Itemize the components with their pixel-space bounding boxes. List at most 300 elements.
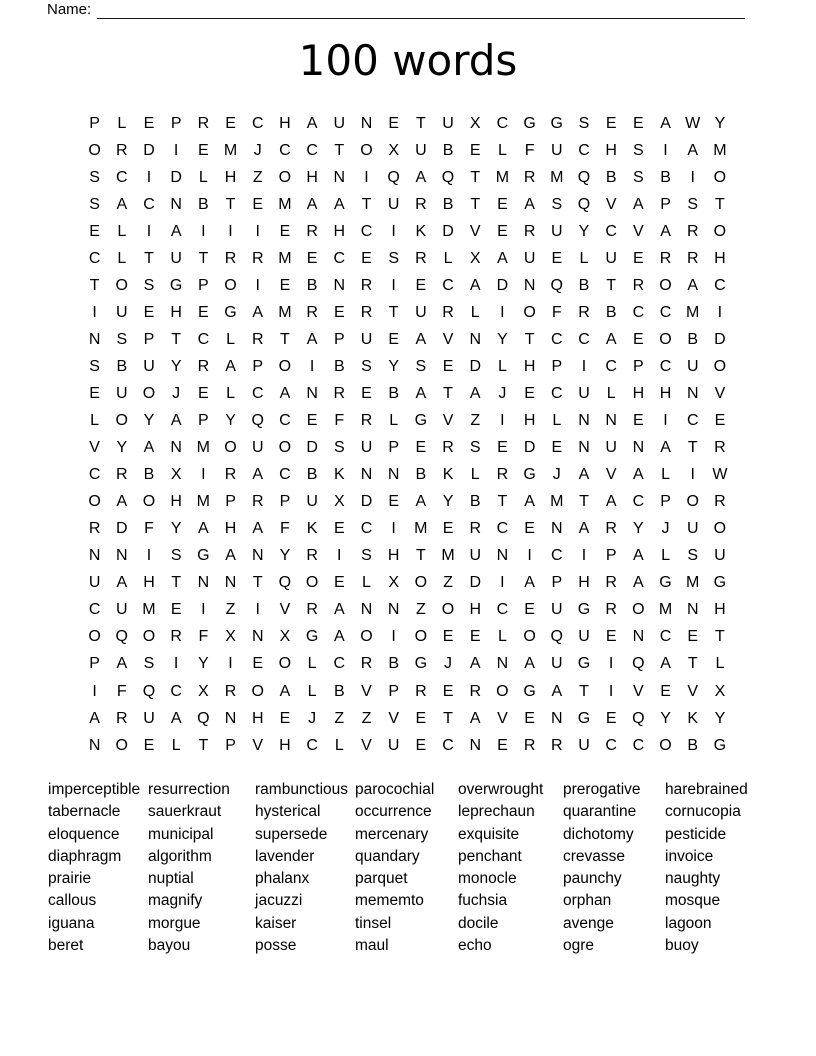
grid-letter: A — [279, 682, 291, 700]
grid-letter: T — [252, 574, 263, 592]
grid-letter: R — [251, 249, 264, 267]
grid-letter: C — [632, 736, 645, 754]
grid-letter: A — [225, 357, 236, 375]
grid-letter: A — [633, 574, 644, 592]
grid-letter: P — [198, 412, 209, 430]
grid-letter: U — [469, 547, 481, 565]
grid-letter: L — [117, 222, 127, 240]
grid-letter: A — [605, 330, 617, 348]
grid-letter: A — [252, 466, 264, 484]
grid-letter: Q — [197, 709, 210, 727]
grid-letter: L — [497, 141, 507, 159]
grid-letter: U — [116, 601, 128, 619]
grid-letter: T — [579, 682, 589, 700]
word-list-item: morgue — [148, 914, 201, 932]
grid-letter: F — [116, 682, 127, 700]
grid-letter: A — [116, 493, 128, 511]
word-list-item: avenge — [563, 914, 614, 932]
word-list-item: harebrained — [665, 781, 748, 798]
grid-letter: V — [633, 682, 644, 700]
grid-letter: N — [686, 601, 699, 619]
grid-letter: H — [306, 168, 318, 186]
grid-letter: H — [578, 574, 590, 592]
grid-letter: V — [442, 412, 454, 430]
grid-letter: R — [659, 249, 672, 267]
grid-letter: G — [169, 276, 183, 294]
grid-letter: F — [334, 412, 345, 430]
grid-letter: Y — [714, 114, 726, 132]
word-list-item: iguana — [48, 914, 95, 932]
grid-letter: O — [713, 520, 727, 538]
grid-letter: O — [88, 493, 101, 511]
grid-letter: Z — [470, 412, 481, 430]
grid-letter: P — [605, 547, 617, 565]
grid-letter: O — [659, 276, 672, 294]
grid-letter: V — [361, 736, 372, 754]
grid-letter: B — [306, 276, 318, 294]
grid-letter: I — [92, 303, 97, 321]
grid-letter: L — [226, 330, 235, 348]
grid-letter: A — [605, 493, 617, 511]
word-list-item: prerogative — [563, 781, 641, 798]
grid-letter: E — [524, 520, 535, 538]
grid-letter: I — [500, 303, 505, 321]
grid-letter: C — [197, 330, 210, 348]
grid-letter: C — [251, 114, 264, 132]
grid-letter: H — [279, 736, 291, 754]
grid-letter: M — [658, 601, 673, 619]
grid-letter: E — [333, 303, 345, 321]
grid-letter: A — [524, 493, 535, 511]
word-list-item: nuptial — [148, 870, 194, 888]
grid-letter: T — [198, 736, 209, 754]
grid-letter: T — [579, 493, 589, 511]
grid-letter: Y — [198, 655, 209, 673]
grid-letter: U — [605, 249, 617, 267]
grid-letter: N — [496, 655, 509, 673]
grid-letter: E — [415, 736, 427, 754]
grid-letter: R — [224, 249, 237, 267]
grid-letter: E — [143, 736, 155, 754]
grid-letter: E — [524, 601, 535, 619]
word-list — [48, 779, 785, 957]
word-list-item: pesticide — [665, 825, 727, 843]
grid-letter: R — [306, 222, 318, 240]
word-list-item: prairie — [48, 870, 92, 888]
word-list-item: mememto — [355, 892, 424, 910]
grid-letter: B — [333, 682, 345, 700]
grid-letter: Y — [116, 439, 128, 457]
grid-letter: A — [687, 141, 699, 159]
grid-letter: E — [388, 493, 399, 511]
word-list-item: imperceptible — [48, 781, 141, 798]
grid-letter: C — [632, 493, 645, 511]
grid-letter: O — [713, 222, 727, 240]
grid-letter: E — [660, 682, 671, 700]
grid-letter: U — [333, 114, 346, 132]
grid-letter: L — [661, 466, 670, 484]
grid-letter: H — [714, 249, 726, 267]
grid-letter: O — [632, 601, 645, 619]
grid-letter: B — [469, 493, 481, 511]
grid-letter: Y — [714, 709, 726, 727]
grid-letter: C — [551, 384, 563, 402]
grid-letter: Z — [443, 574, 453, 592]
grid-letter: H — [659, 384, 672, 402]
grid-letter: E — [252, 655, 264, 673]
word-list-item: echo — [458, 937, 492, 955]
grid-letter: T — [415, 547, 426, 565]
grid-letter: K — [442, 466, 454, 484]
grid-letter: A — [333, 195, 345, 213]
grid-letter: N — [551, 709, 563, 727]
grid-letter: E — [415, 709, 427, 727]
word-list-item: phalanx — [255, 870, 310, 888]
grid-letter: I — [228, 222, 233, 240]
grid-letter: A — [170, 412, 182, 430]
grid-letter: N — [578, 412, 590, 430]
grid-letter: R — [442, 303, 454, 321]
word-list-item: lagoon — [665, 914, 712, 932]
grid-letter: O — [278, 655, 292, 673]
grid-letter: C — [88, 601, 101, 619]
grid-letter: H — [632, 384, 645, 402]
grid-letter: H — [387, 547, 400, 565]
grid-letter: S — [469, 439, 481, 457]
grid-letter: Q — [550, 628, 563, 646]
grid-letter: C — [116, 168, 128, 186]
word-list-item: mosque — [665, 892, 721, 910]
grid-letter: A — [306, 330, 318, 348]
grid-letter: A — [660, 114, 671, 132]
grid-letter: Z — [225, 601, 236, 619]
grid-letter: W — [712, 466, 728, 484]
grid-letter: E — [388, 330, 399, 348]
grid-letter: R — [224, 682, 237, 700]
word-list-column — [148, 779, 255, 957]
grid-letter: N — [686, 384, 699, 402]
grid-letter: N — [360, 114, 373, 132]
word-list-item: municipal — [148, 825, 214, 843]
grid-letter: D — [170, 168, 182, 186]
grid-letter: N — [88, 330, 101, 348]
grid-letter: L — [552, 412, 562, 430]
grid-letter: G — [523, 466, 536, 484]
grid-letter: C — [333, 249, 346, 267]
grid-letter: E — [605, 114, 617, 132]
grid-letter: L — [497, 357, 507, 375]
grid-letter: E — [89, 384, 100, 402]
grid-letter: C — [578, 141, 590, 159]
grid-letter: G — [713, 574, 727, 592]
grid-letter: G — [659, 574, 672, 592]
grid-letter: R — [251, 493, 264, 511]
grid-letter: S — [578, 114, 590, 132]
grid-letter: G — [414, 412, 428, 430]
grid-letter: G — [577, 709, 591, 727]
grid-letter: H — [605, 141, 617, 159]
grid-letter: R — [306, 601, 318, 619]
grid-letter: A — [633, 466, 644, 484]
word-list-item: orphan — [563, 892, 612, 910]
grid-letter: N — [360, 466, 373, 484]
grid-letter: Q — [577, 195, 591, 213]
grid-letter: Q — [387, 168, 400, 186]
grid-letter: E — [225, 114, 236, 132]
grid-letter: D — [306, 439, 318, 457]
word-list-item: tabernacle — [48, 803, 121, 821]
word-list-item: leprechaun — [458, 803, 535, 821]
grid-letter: M — [686, 574, 700, 592]
grid-letter: I — [201, 601, 206, 619]
grid-letter: C — [333, 655, 346, 673]
grid-letter: E — [252, 195, 264, 213]
grid-letter: X — [198, 682, 209, 700]
word-list-item: mercenary — [355, 825, 429, 843]
grid-letter: C — [279, 466, 291, 484]
grid-letter: I — [717, 303, 723, 321]
grid-letter: U — [605, 439, 617, 457]
grid-letter: C — [306, 736, 318, 754]
grid-letter: D — [469, 574, 481, 592]
word-list-item: jacuzzi — [255, 892, 303, 910]
grid-letter: A — [469, 276, 481, 294]
grid-letter: U — [578, 736, 590, 754]
word-list-item: ogre — [563, 937, 595, 955]
grid-letter: M — [441, 547, 455, 565]
grid-letter: B — [687, 330, 699, 348]
grid-letter: H — [523, 357, 536, 375]
grid-letter: X — [388, 141, 399, 159]
grid-letter: A — [89, 709, 100, 727]
grid-letter: S — [116, 330, 128, 348]
grid-letter: A — [524, 574, 535, 592]
grid-letter: T — [687, 655, 698, 673]
grid-letter: A — [170, 709, 182, 727]
grid-letter: P — [333, 330, 345, 348]
grid-letter: G — [713, 736, 727, 754]
grid-letter: U — [578, 628, 590, 646]
grid-letter: U — [360, 439, 373, 457]
word-list-item: penchant — [458, 847, 522, 865]
grid-letter: U — [170, 249, 182, 267]
grid-letter: D — [143, 141, 155, 159]
word-list-column — [665, 779, 785, 957]
grid-letter: T — [606, 276, 617, 294]
grid-letter: C — [170, 682, 182, 700]
word-list-item: algorithm — [148, 847, 212, 865]
grid-letter: P — [279, 493, 291, 511]
word-list-column — [355, 779, 458, 957]
grid-letter: H — [224, 168, 237, 186]
grid-letter: R — [333, 384, 346, 402]
grid-letter: A — [578, 520, 590, 538]
grid-letter: O — [713, 357, 727, 375]
grid-letter: N — [333, 276, 346, 294]
grid-letter: I — [255, 276, 260, 294]
grid-letter: O — [115, 412, 128, 430]
grid-letter: C — [714, 276, 726, 294]
grid-letter: S — [89, 195, 100, 213]
grid-letter: R — [551, 736, 563, 754]
word-list-item: invoice — [665, 847, 714, 865]
grid-letter: A — [660, 655, 671, 673]
grid-letter: I — [173, 141, 179, 159]
grid-letter: P — [225, 736, 236, 754]
grid-letter: Z — [252, 168, 263, 186]
grid-letter: D — [469, 357, 481, 375]
grid-letter: N — [306, 384, 318, 402]
grid-letter: T — [524, 330, 535, 348]
grid-letter: N — [605, 412, 617, 430]
grid-letter: V — [89, 439, 100, 457]
grid-letter: R — [469, 520, 481, 538]
grid-letter: I — [608, 682, 614, 700]
grid-letter: Y — [442, 493, 454, 511]
grid-letter: M — [142, 601, 156, 619]
grid-letter: R — [605, 601, 617, 619]
grid-letter: E — [442, 628, 454, 646]
word-list-item: magnify — [148, 892, 203, 910]
grid-letter: C — [632, 303, 645, 321]
grid-letter: A — [660, 222, 671, 240]
grid-letter: Q — [632, 709, 645, 727]
grid-letter: T — [715, 195, 725, 213]
grid-letter: P — [660, 493, 671, 511]
grid-letter: I — [690, 466, 695, 484]
grid-letter: M — [713, 141, 727, 159]
grid-letter: L — [117, 114, 127, 132]
grid-letter: C — [551, 547, 563, 565]
grid-letter: R — [360, 655, 373, 673]
grid-letter: R — [415, 249, 427, 267]
grid-letter: I — [527, 547, 532, 565]
grid-letter: Y — [170, 520, 182, 538]
grid-letter: E — [524, 384, 535, 402]
grid-letter: O — [713, 168, 727, 186]
grid-letter: I — [391, 520, 396, 538]
grid-letter: P — [170, 114, 182, 132]
grid-letter: C — [88, 249, 101, 267]
word-list-item: sauerkraut — [148, 803, 222, 821]
page-title: 100 words — [298, 36, 518, 85]
grid-letter: L — [389, 412, 399, 430]
grid-letter: C — [578, 330, 590, 348]
grid-letter: O — [115, 736, 128, 754]
grid-letter: T — [144, 249, 154, 267]
grid-letter: O — [523, 628, 536, 646]
grid-letter: O — [659, 330, 672, 348]
grid-letter: J — [661, 520, 670, 538]
grid-letter: G — [523, 114, 536, 132]
grid-letter: U — [551, 655, 563, 673]
word-list-item: supersede — [255, 825, 328, 843]
name-label: Name: — [47, 1, 92, 18]
grid-letter: O — [414, 574, 428, 592]
name-fill-line — [97, 2, 745, 19]
word-list-item: maul — [355, 937, 389, 955]
grid-letter: Q — [550, 276, 563, 294]
grid-letter: L — [117, 249, 127, 267]
grid-letter: P — [143, 330, 155, 348]
grid-letter: O — [360, 141, 373, 159]
word-list-item: posse — [255, 937, 297, 955]
word-list-item: rambunctious — [255, 781, 349, 798]
grid-letter: E — [388, 114, 399, 132]
grid-letter: A — [415, 330, 427, 348]
grid-letter: A — [415, 493, 427, 511]
grid-letter: C — [143, 195, 155, 213]
grid-letter: Q — [142, 682, 156, 700]
grid-letter: M — [278, 195, 292, 213]
grid-letter: E — [198, 141, 209, 159]
grid-letter: V — [605, 466, 617, 484]
grid-letter: R — [360, 303, 373, 321]
grid-letter: E — [633, 249, 644, 267]
grid-letter: Y — [497, 330, 508, 348]
grid-letter: Q — [632, 655, 645, 673]
grid-letter: I — [146, 168, 152, 186]
grid-letter: Y — [633, 520, 644, 538]
grid-letter: O — [278, 439, 292, 457]
word-list-item: docile — [458, 914, 499, 932]
grid-letter: I — [391, 222, 396, 240]
grid-letter: M — [495, 168, 510, 186]
grid-letter: R — [116, 466, 128, 484]
grid-letter: B — [306, 466, 318, 484]
grid-letter: A — [469, 655, 481, 673]
grid-letter: G — [224, 303, 237, 321]
grid-letter: N — [333, 168, 346, 186]
grid-letter: N — [469, 330, 481, 348]
word-list-item: monocle — [458, 870, 517, 888]
grid-letter: A — [225, 547, 236, 565]
grid-letter: B — [605, 168, 617, 186]
grid-letter: S — [361, 357, 372, 375]
grid-letter: X — [279, 628, 291, 646]
grid-letter: X — [333, 493, 345, 511]
grid-letter: L — [307, 655, 317, 673]
grid-letter: A — [660, 439, 671, 457]
grid-letter: B — [687, 736, 699, 754]
grid-letter: J — [444, 655, 453, 673]
grid-letter: K — [687, 709, 699, 727]
grid-letter: A — [143, 439, 155, 457]
grid-letter: S — [633, 141, 644, 159]
grid-letter: Y — [143, 412, 155, 430]
grid-letter: R — [605, 574, 617, 592]
grid-letter: Q — [278, 574, 292, 592]
word-list-item: crevasse — [563, 847, 626, 865]
grid-letter: R — [496, 466, 509, 484]
grid-letter: R — [360, 412, 373, 430]
grid-letter: E — [279, 709, 291, 727]
grid-letter: N — [632, 439, 645, 457]
grid-letter: A — [469, 384, 481, 402]
grid-letter: I — [608, 655, 614, 673]
grid-letter: B — [578, 276, 590, 294]
grid-letter: V — [633, 222, 644, 240]
grid-letter: R — [197, 357, 210, 375]
grid-letter: L — [334, 736, 344, 754]
grid-letter: T — [443, 384, 453, 402]
grid-letter: G — [523, 682, 536, 700]
grid-letter: S — [89, 357, 100, 375]
grid-letter: B — [660, 168, 671, 186]
word-list-item: quandary — [355, 847, 420, 865]
grid-letter: T — [470, 195, 481, 213]
grid-letter: A — [687, 276, 699, 294]
